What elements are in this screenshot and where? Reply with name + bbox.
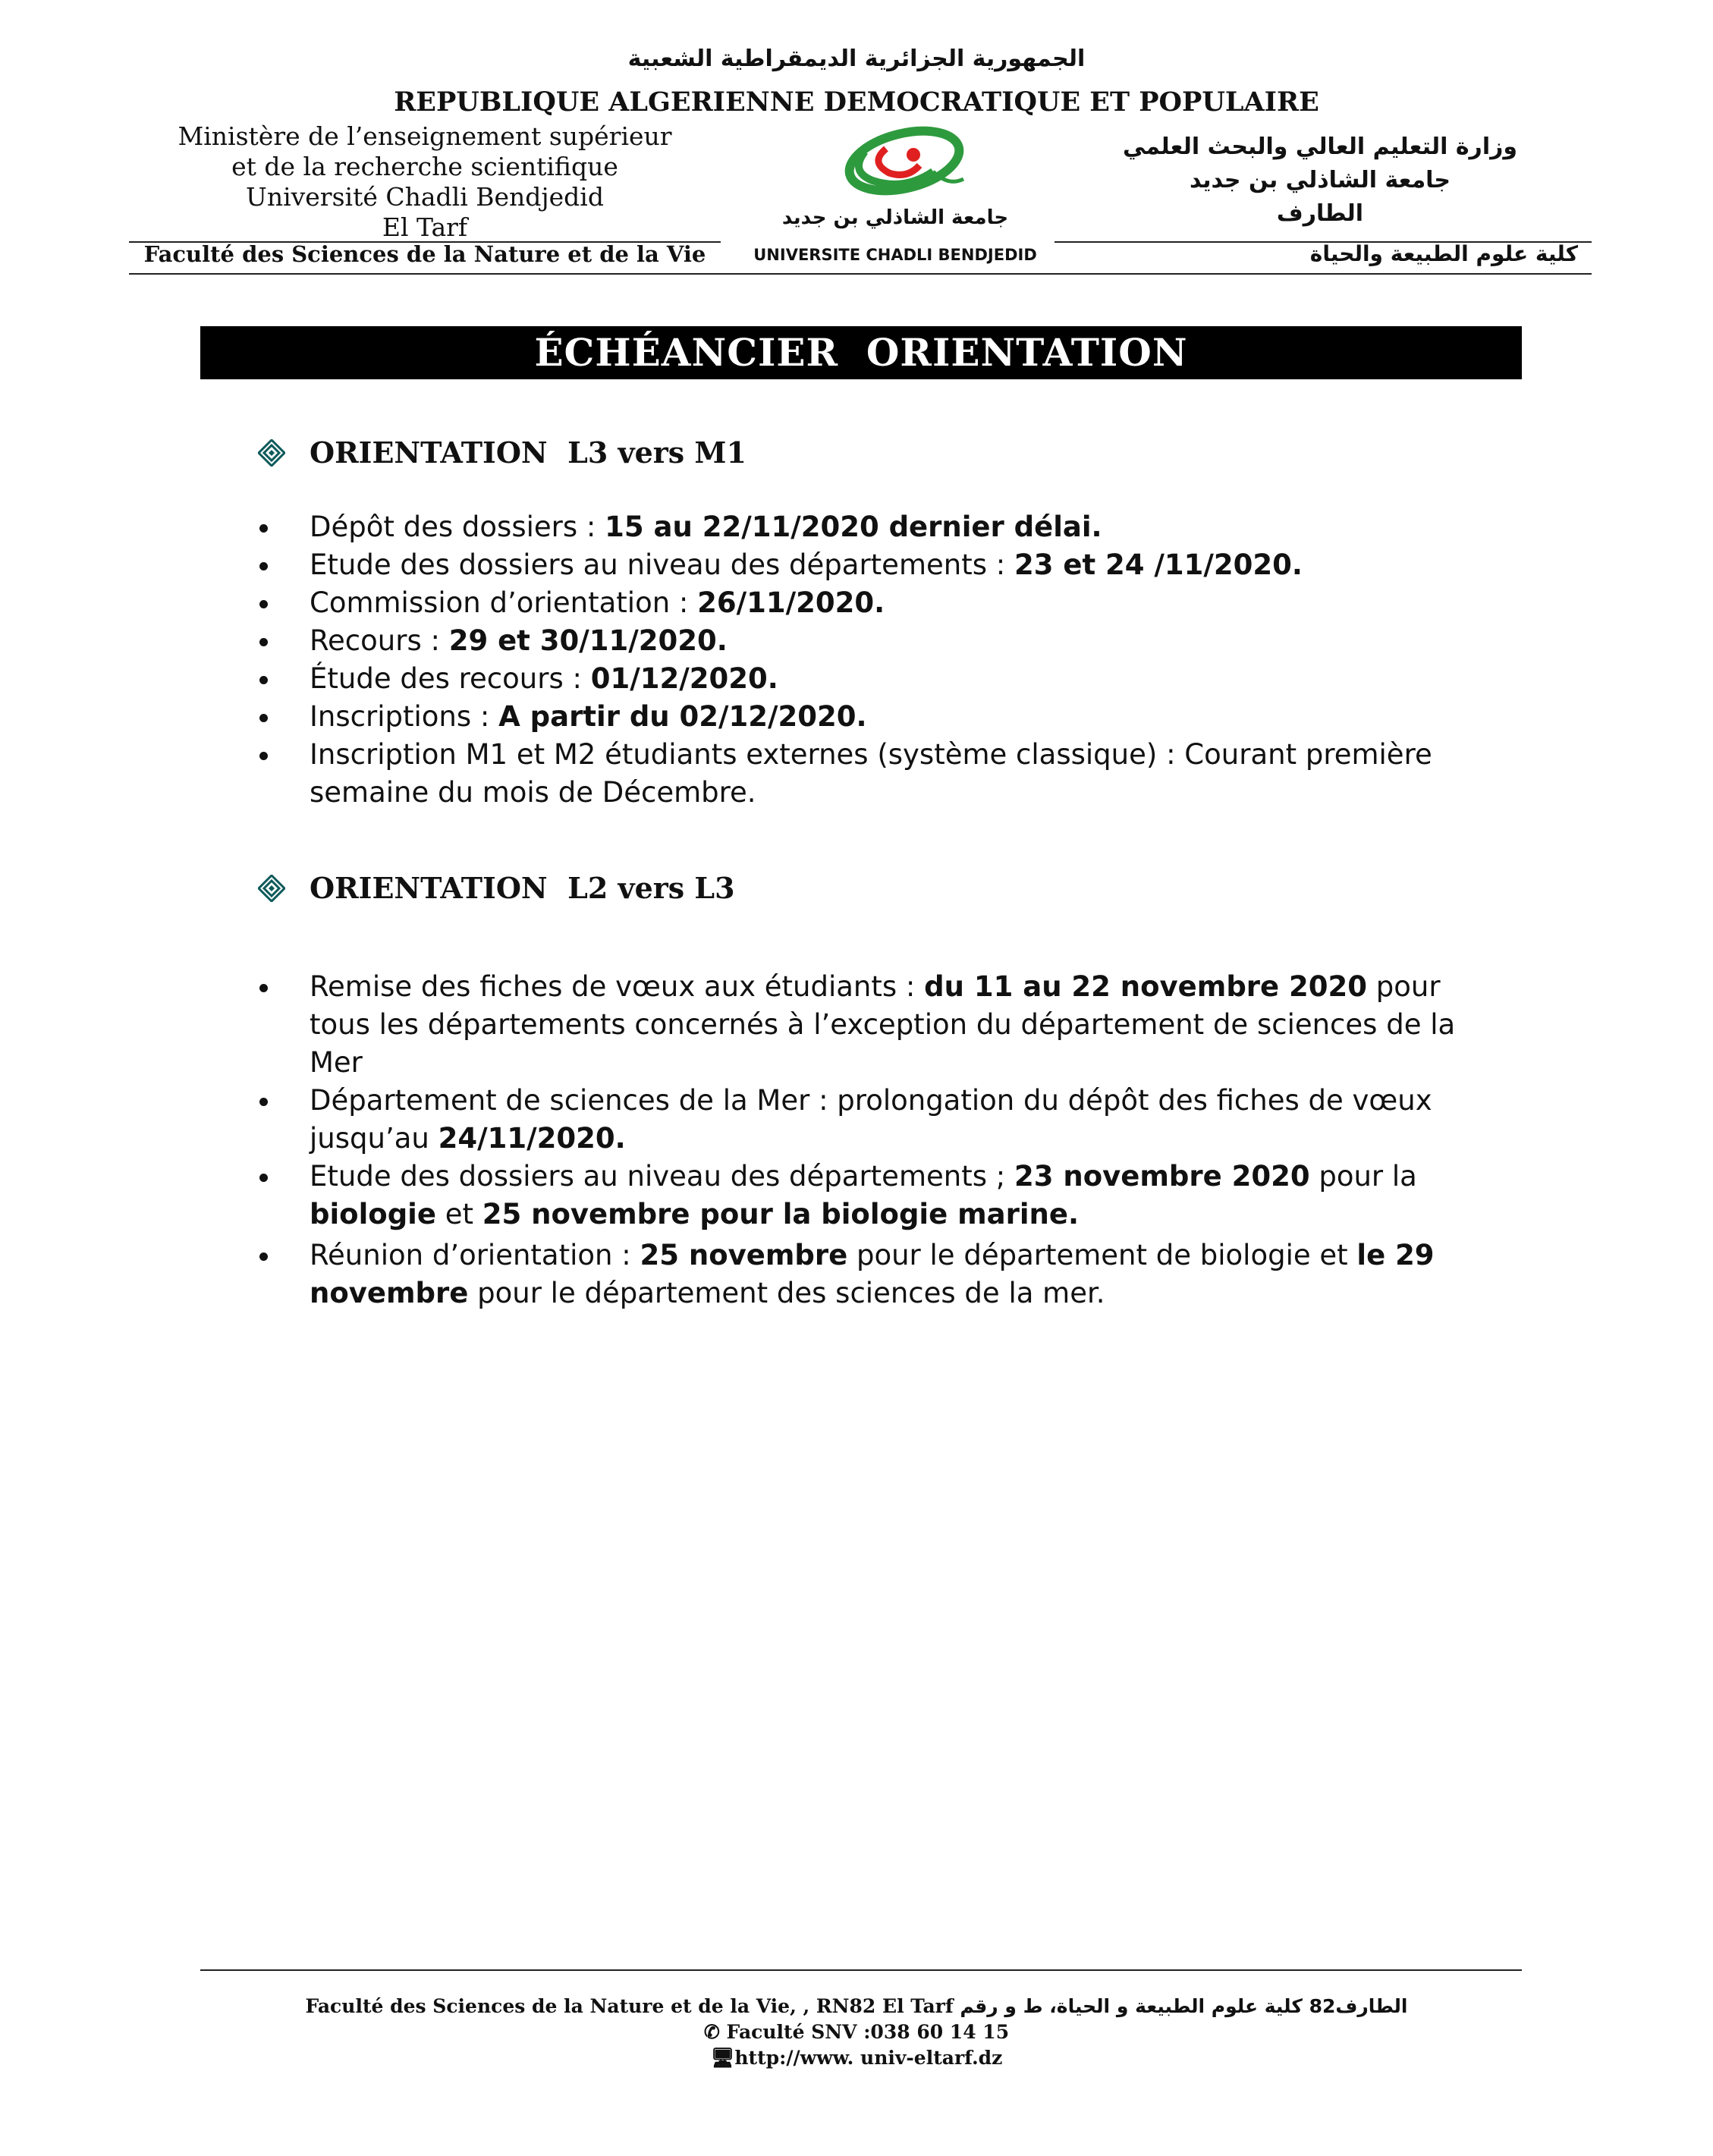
list-item: Inscription M1 et M2 étudiants externes (système classique) : Courant première semaine du mois de Décembre.	[258, 736, 1502, 812]
logo-caption-french: UNIVERSITE CHADLI BENDJEDID	[753, 246, 1037, 264]
diamond-bullet-icon	[258, 875, 285, 902]
republic-title-arabic: الجمهورية الجزائرية الديمقراطية الشعبية	[627, 46, 1086, 72]
republic-title-french: REPUBLIQUE ALGERIENNE DEMOCRATIQUE ET POPULAIRE	[394, 86, 1319, 118]
logo-caption-arabic: جامعة الشاذلي بن جديد	[781, 206, 1009, 229]
section-heading-text: ORIENTATION L3 vers M1	[310, 435, 746, 470]
university-name-arabic: جامعة الشاذلي بن جديد	[1189, 167, 1451, 193]
footer-phone: ✆ Faculté SNV :038 60 14 15	[703, 2021, 1010, 2043]
city-name-arabic: الطارف	[1276, 200, 1364, 227]
document-title: ÉCHÉANCIER ORIENTATION	[200, 326, 1522, 379]
ministry-line: et de la recherche scientifique	[231, 152, 618, 181]
list-item: Inscriptions : A partir du 02/12/2020.	[258, 698, 1502, 736]
list-item: Etude des dossiers au niveau des départements ; 23 novembre 2020 pour la biologie et 25 novembre pour la biologie marine.	[258, 1158, 1502, 1234]
footer-address	[0, 1994, 1713, 2019]
header-bottom-rule	[129, 273, 1592, 275]
list-item: Dépôt des dossiers : 15 au 22/11/2020 dernier délai.	[258, 508, 1502, 546]
footer-address-french: Faculté des Sciences de la Nature et de la Vie, , RN82 El Tarf	[305, 1995, 954, 2017]
ministry-block-arabic	[1085, 130, 1555, 231]
footer	[0, 1994, 1713, 2071]
list-item: Remise des fiches de vœux aux étudiants : du 11 au 22 novembre 2020 pour tous les départements concernés à l’exception du département de sciences de la Mer	[258, 968, 1502, 1082]
schedule-list-l3-m1	[258, 508, 1502, 812]
faculty-name-french: Faculté des Sciences de la Nature et de la Vie	[143, 241, 706, 267]
list-item: Recours : 29 et 30/11/2020.	[258, 622, 1502, 660]
ministry-block-french	[129, 121, 721, 243]
section-heading-l2-l3	[258, 871, 735, 905]
list-item: Commission d’orientation : 26/11/2020.	[258, 584, 1502, 622]
section-heading-l3-m1	[258, 435, 746, 470]
city-name: El Tarf	[382, 212, 468, 242]
university-logo	[819, 126, 979, 202]
footer-address-arabic: الطارف82 كلية علوم الطبيعة و الحياة، ط و رقم	[960, 1995, 1408, 2017]
schedule-list-l2-l3	[258, 968, 1502, 1312]
ministry-line-arabic: وزارة التعليم العالي والبحث العلمي	[1122, 134, 1518, 160]
list-item: Etude des dossiers au niveau des départements : 23 et 24 /11/2020.	[258, 546, 1502, 584]
diamond-bullet-icon	[258, 439, 285, 467]
list-item: Département de sciences de la Mer : prolongation du dépôt des fiches de vœux jusqu’au 24/11/2020.	[258, 1082, 1502, 1158]
footer-website-link[interactable]: 🖥http://www. univ-eltarf.dz	[710, 2047, 1003, 2069]
ministry-line: Ministère de l’enseignement supérieur	[178, 121, 672, 151]
section-heading-text: ORIENTATION L2 vers L3	[310, 871, 735, 905]
list-item: Étude des recours : 01/12/2020.	[258, 660, 1502, 698]
faculty-name-arabic: كلية علوم الطبيعة والحياة	[1309, 241, 1578, 266]
university-name: Université Chadli Bendjedid	[246, 182, 604, 212]
list-item: Réunion d’orientation : 25 novembre pour le département de biologie et le 29 novembre pour le département des sciences de la mer.	[258, 1237, 1502, 1312]
footer-rule	[200, 1969, 1522, 1971]
